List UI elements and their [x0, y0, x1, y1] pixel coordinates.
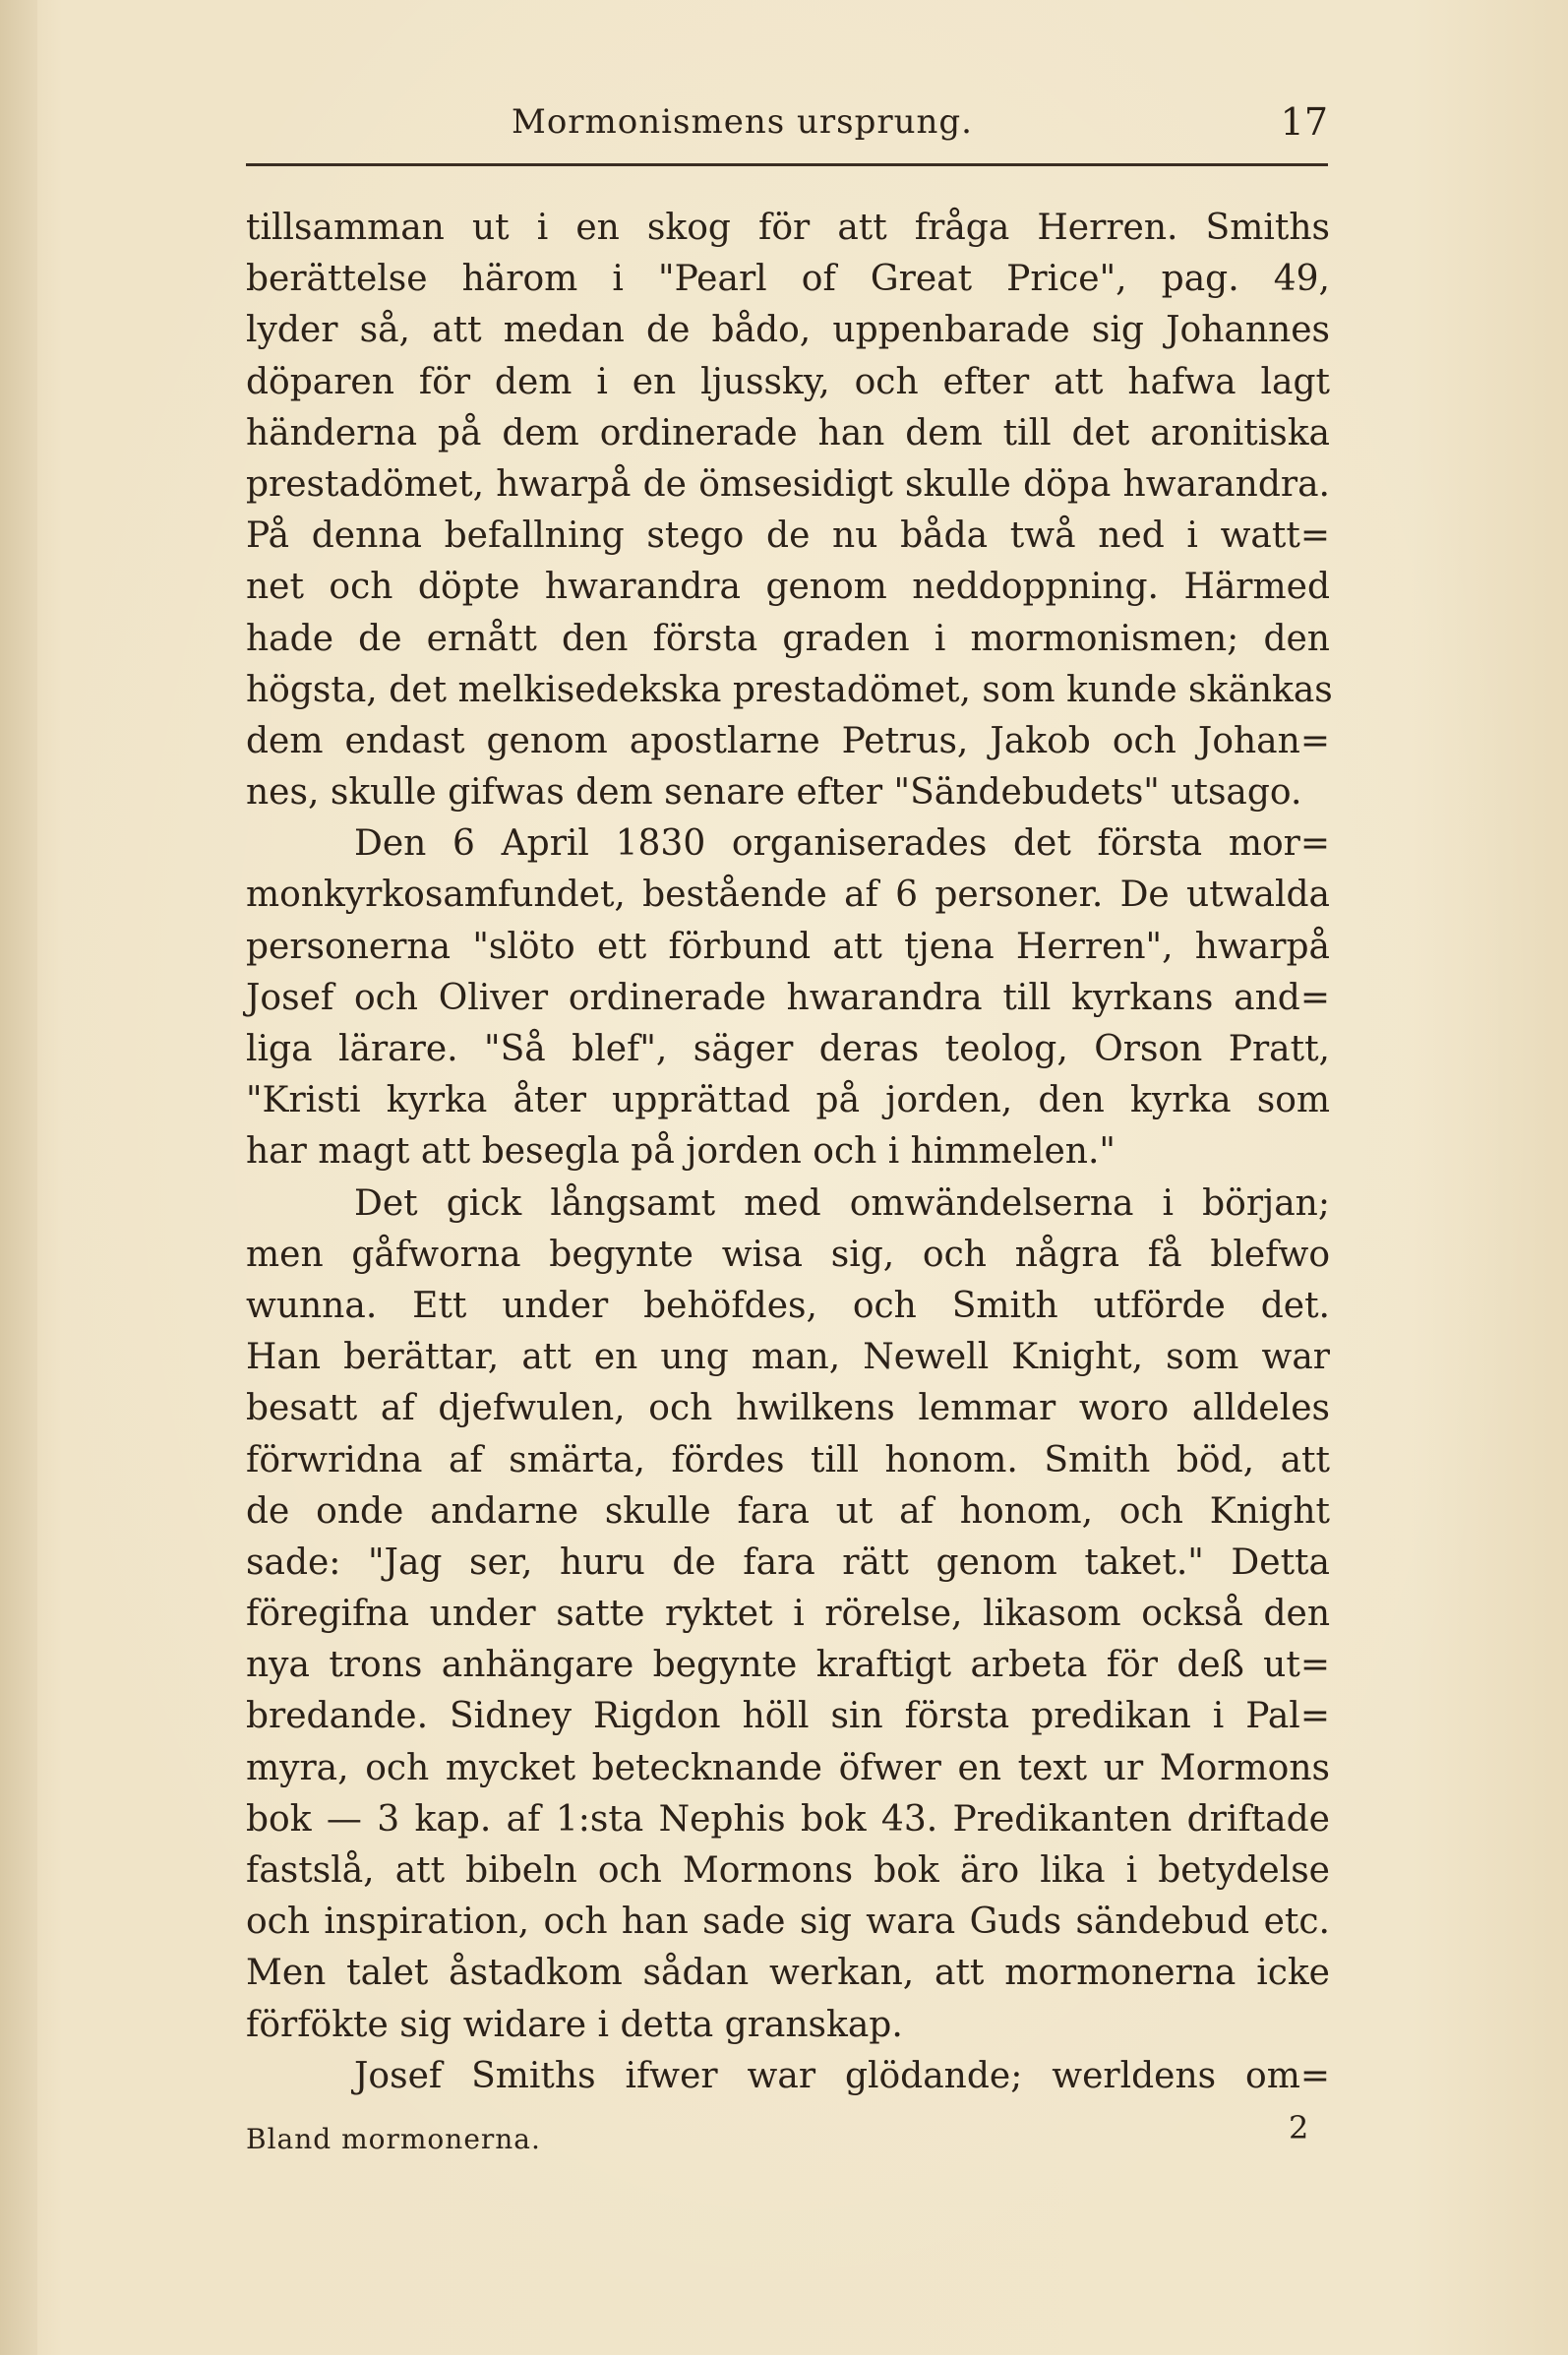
text-line: bredande. Sidney Rigdon höll sin första predikan i Pal=: [246, 1696, 1330, 1737]
text-line: sade: "Jag ser, huru de fara rätt genom taket." Detta: [246, 1541, 1330, 1583]
text-line: fastslå, att bibeln och Mormons bok äro lika i betydelse: [246, 1850, 1330, 1891]
text-line: myra, och mycket betecknande öfwer en text ur Mormons: [246, 1747, 1330, 1788]
text-line: prestadömet, hwarpå de ömsesidigt skulle döpa hwarandra.: [246, 463, 1330, 505]
text-line: föregifna under satte ryktet i rörelse, likasom också den: [246, 1594, 1330, 1635]
signature-mark: Bland mormonerna.: [246, 2123, 541, 2155]
text-line: besatt af djefwulen, och hwilkens lemmar woro alldeles: [246, 1388, 1330, 1429]
body-text: [246, 203, 1333, 2102]
page-gutter: [0, 0, 37, 2355]
text-line: och inspiration, och han sade sig wara Guds sändebud etc.: [246, 1902, 1330, 1943]
text-line: Josef och Oliver ordinerade hwarandra till kyrkans and=: [246, 977, 1330, 1018]
sheet-number: 2: [1289, 2109, 1309, 2146]
text-line: Den 6 April 1830 organiserades det första mor=: [354, 823, 1330, 865]
text-line: förfökte sig widare i detta granskap.: [246, 2004, 903, 2045]
text-line: bok — 3 kap. af 1:sta Nephis bok 43. Predikanten driftade: [246, 1798, 1330, 1840]
text-line: lyder så, att medan de bådo, uppenbarade sig Johannes: [246, 310, 1330, 351]
text-line: monkyrkosamfundet, bestående af 6 personer. De utwalda: [246, 875, 1330, 916]
running-header: [246, 98, 1328, 157]
text-line: berättelse härom i "Pearl of Great Price", pag. 49,: [246, 259, 1330, 300]
running-title: Mormonismens ursprung.: [512, 102, 973, 142]
text-line: Josef Smiths ifwer war glödande; werldens om=: [354, 2055, 1330, 2096]
text-line: personerna "slöto ett förbund att tjena Herren", hwarpå: [246, 926, 1330, 967]
text-line: nes, skulle gifwas dem senare efter "Sändebudets" utsago.: [246, 772, 1302, 814]
text-line: men gåfworna begynte wisa sig, och några få blefwo: [246, 1234, 1330, 1275]
text-line: tillsamman ut i en skog för att fråga Herren. Smiths: [246, 208, 1330, 248]
text-line: liga lärare. "Så blef", säger deras teolog, Orson Pratt,: [246, 1029, 1330, 1069]
header-rule: [246, 163, 1328, 166]
text-line: döparen för dem i en ljussky, och efter att hafwa lagt: [246, 361, 1330, 402]
text-line: de onde andarne skulle fara ut af honom, och Knight: [246, 1490, 1330, 1532]
text-line: Han berättar, att en ung man, Newell Knight, som war: [246, 1337, 1330, 1378]
text-line: "Kristi kyrka åter upprättad på jorden, den kyrka som: [246, 1080, 1330, 1121]
text-line: händerna på dem ordinerade han dem till det aronitiska: [246, 412, 1330, 453]
text-line: förwridna af smärta, fördes till honom. Smith böd, att: [246, 1439, 1330, 1480]
text-line: hade de ernått den första graden i mormonismen; den: [246, 618, 1330, 659]
text-line: På denna befallning stego de nu båda twå ned i watt=: [246, 515, 1330, 557]
text-line: wunna. Ett under behöfdes, och Smith utförde det.: [246, 1285, 1330, 1326]
text-line: högsta, det melkisedekska prestadömet, som kunde skänkas: [246, 669, 1333, 710]
text-line: net och döpte hwarandra genom neddoppning. Härmed: [246, 567, 1330, 608]
text-line: Men talet åstadkom sådan werkan, att mormonerna icke: [246, 1953, 1330, 1994]
text-line: dem endast genom apostlarne Petrus, Jakob och Johan=: [246, 720, 1330, 761]
text-line: har magt att besegla på jorden och i himmelen.": [246, 1131, 1116, 1173]
text-line: Det gick långsamt med omwändelserna i början;: [354, 1182, 1330, 1224]
text-line: nya trons anhängare begynte kraftigt arbeta för deß ut=: [246, 1645, 1330, 1686]
page-number: 17: [1280, 100, 1328, 144]
